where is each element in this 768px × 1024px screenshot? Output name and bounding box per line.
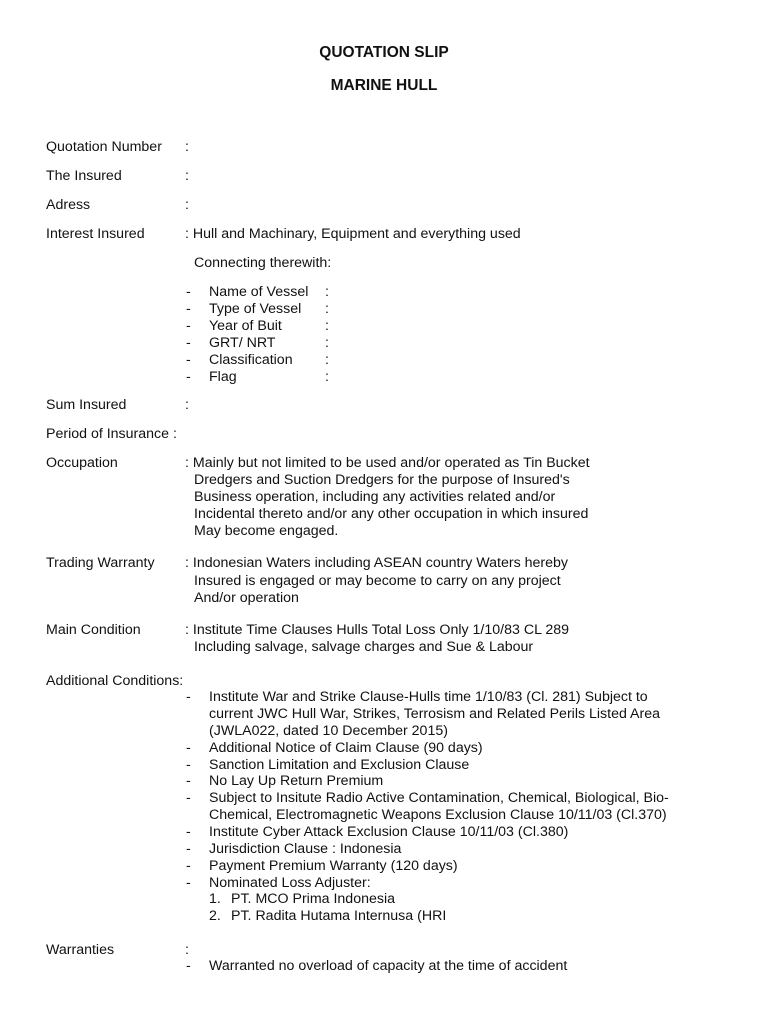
- list-dash: -: [186, 318, 191, 334]
- list-dash: -: [186, 875, 191, 891]
- condition-radioactive-line: Subject to Insitute Radio Active Contamination, Chemical, Biological, Bio-: [209, 790, 669, 806]
- classification-label: Classification: [209, 352, 293, 368]
- list-dash: -: [186, 740, 191, 756]
- quotation-number-colon: :: [185, 139, 189, 155]
- grt-nrt-label: GRT/ NRT: [209, 335, 276, 351]
- main-condition-line: : Institute Time Clauses Hulls Total Loss Only 1/10/83 CL 289: [185, 622, 570, 638]
- interest-insured-value: : Hull and Machinary, Equipment and everything used: [185, 226, 521, 242]
- interest-insured-label: Interest Insured: [46, 226, 145, 242]
- adjuster-number: 1.: [209, 891, 221, 907]
- vessel-type-label: Type of Vessel: [209, 301, 302, 317]
- condition-war-strike-line: current JWC Hull War, Strikes, Terrosism and Related Perils Listed Area: [209, 706, 660, 722]
- condition-notice-of-claim: Additional Notice of Claim Clause (90 days): [209, 740, 483, 756]
- warranties-colon: :: [185, 942, 189, 958]
- grt-nrt-colon: :: [325, 335, 329, 351]
- list-dash: -: [186, 958, 191, 974]
- adress-colon: :: [185, 197, 189, 213]
- condition-war-strike-line: Institute War and Strike Clause-Hulls time 1/10/83 (Cl. 281) Subject to: [209, 689, 648, 705]
- trading-warranty-line: Insured is engaged or may become to carry on any project: [194, 573, 561, 589]
- document-title: QUOTATION SLIP: [319, 44, 449, 61]
- vessel-name-colon: :: [325, 284, 329, 300]
- list-dash: -: [186, 352, 191, 368]
- list-dash: -: [186, 790, 191, 806]
- flag-colon: :: [325, 369, 329, 385]
- condition-payment-premium: Payment Premium Warranty (120 days): [209, 858, 458, 874]
- adjuster-name: PT. MCO Prima Indonesia: [231, 891, 396, 907]
- occupation-line: Incidental thereto and/or any other occupation in which insured: [194, 506, 589, 522]
- the-insured-label: The Insured: [46, 168, 122, 184]
- year-built-label: Year of Buit: [209, 318, 282, 334]
- list-dash: -: [186, 773, 191, 789]
- warranties-label: Warranties: [46, 942, 115, 958]
- interest-insured-continuation: Connecting therewith:: [194, 255, 332, 271]
- condition-no-lay-up: No Lay Up Return Premium: [209, 773, 384, 789]
- period-of-insurance-label: Period of Insurance :: [46, 426, 177, 442]
- list-dash: -: [186, 284, 191, 300]
- vessel-type-colon: :: [325, 301, 329, 317]
- flag-label: Flag: [209, 369, 237, 385]
- list-dash: -: [186, 824, 191, 840]
- condition-cyber-attack: Institute Cyber Attack Exclusion Clause 10/11/03 (Cl.380): [209, 824, 569, 840]
- trading-warranty-label: Trading Warranty: [46, 555, 155, 571]
- list-dash: -: [186, 757, 191, 773]
- additional-conditions-label: Additional Conditions:: [46, 673, 184, 689]
- adjuster-name: PT. Radita Hutama Internusa (HRI: [231, 908, 447, 924]
- main-condition-line: Including salvage, salvage charges and Sue & Labour: [194, 639, 534, 655]
- year-built-colon: :: [325, 318, 329, 334]
- quotation-number-label: Quotation Number: [46, 139, 162, 155]
- sum-insured-label: Sum Insured: [46, 397, 127, 413]
- adress-label: Adress: [46, 197, 91, 213]
- condition-war-strike-line: (JWLA022, dated 10 December 2015): [209, 723, 448, 739]
- condition-jurisdiction: Jurisdiction Clause : Indonesia: [209, 841, 402, 857]
- list-dash: -: [186, 689, 191, 705]
- condition-sanction-limitation: Sanction Limitation and Exclusion Clause: [209, 757, 470, 773]
- occupation-line: Dredgers and Suction Dredgers for the purpose of Insured's: [194, 472, 570, 488]
- warranty-no-overload: Warranted no overload of capacity at the time of accident: [209, 958, 568, 974]
- main-condition-label: Main Condition: [46, 622, 141, 638]
- list-dash: -: [186, 858, 191, 874]
- occupation-line: : Mainly but not limited to be used and/or operated as Tin Bucket: [185, 455, 590, 471]
- condition-loss-adjuster: Nominated Loss Adjuster:: [209, 875, 371, 891]
- condition-radioactive-line: Chemical, Electromagnetic Weapons Exclusion Clause 10/11/03 (Cl.370): [209, 807, 667, 823]
- list-dash: -: [186, 841, 191, 857]
- occupation-line: Business operation, including any activities related and/or: [194, 489, 556, 505]
- list-dash: -: [186, 335, 191, 351]
- sum-insured-colon: :: [185, 397, 189, 413]
- occupation-label: Occupation: [46, 455, 118, 471]
- vessel-name-label: Name of Vessel: [209, 284, 309, 300]
- the-insured-colon: :: [185, 168, 189, 184]
- list-dash: -: [186, 369, 191, 385]
- trading-warranty-line: : Indonesian Waters including ASEAN country Waters hereby: [185, 555, 568, 571]
- list-dash: -: [186, 301, 191, 317]
- document-subtitle: MARINE HULL: [330, 77, 438, 94]
- occupation-line: May become engaged.: [194, 523, 339, 539]
- trading-warranty-line: And/or operation: [194, 590, 299, 606]
- classification-colon: :: [325, 352, 329, 368]
- adjuster-number: 2.: [209, 908, 221, 924]
